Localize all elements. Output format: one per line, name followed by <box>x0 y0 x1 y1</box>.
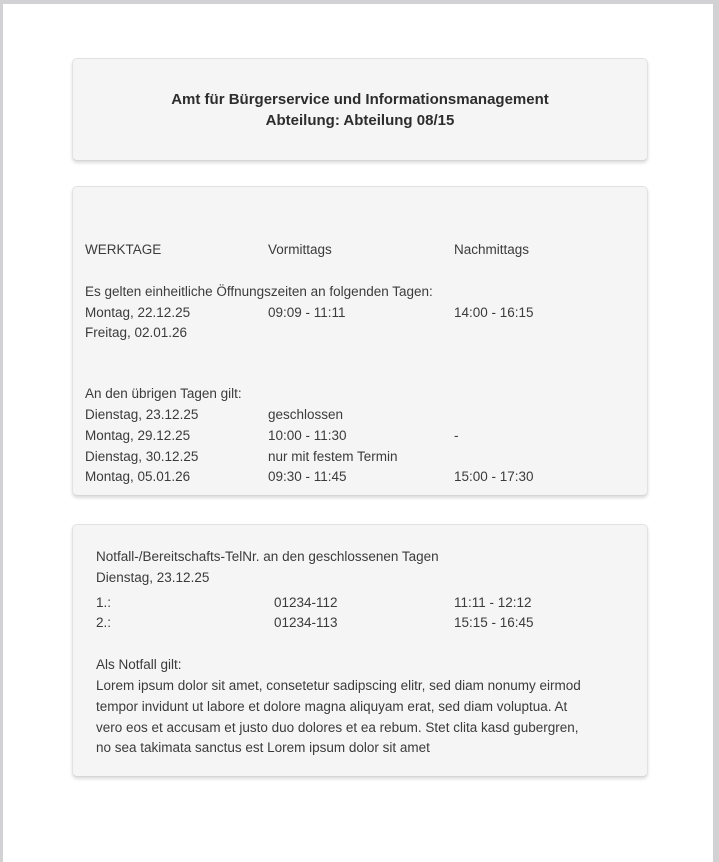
row-afternoon: 15:00 - 17:30 <box>454 469 534 485</box>
row-day: Freitag, 02.01.26 <box>85 325 188 341</box>
row-morning: 09:30 - 11:45 <box>268 469 347 485</box>
row-morning: 10:00 - 11:30 <box>268 427 347 443</box>
intro-text: Es gelten einheitliche Öffnungszeiten an folgenden Tagen: <box>85 283 433 299</box>
row-afternoon <box>454 323 635 344</box>
row-afternoon <box>454 405 635 426</box>
contact-label: 1.: <box>96 594 112 610</box>
row-afternoon <box>454 447 635 468</box>
intro-text: An den übrigen Tagen gilt: <box>85 386 242 402</box>
other-days-intro <box>85 384 635 405</box>
emergency-contact-card <box>72 524 648 777</box>
column-header-afternoon: Nachmittags <box>454 242 530 257</box>
row-morning: geschlossen <box>268 406 344 422</box>
column-header-day: WERKTAGE <box>85 242 162 257</box>
emergency-title: Notfall-/Bereitschafts-TelNr. an den geschlossenen Tagen <box>96 549 439 564</box>
table-row <box>85 303 635 324</box>
contact-time: 15:15 - 16:45 <box>454 615 534 631</box>
row-day: Montag, 22.12.25 <box>85 304 191 320</box>
table-row <box>85 405 635 426</box>
row-morning <box>268 323 454 344</box>
page-title <box>171 89 549 131</box>
row-morning: nur mit festem Termin <box>268 448 398 464</box>
contact-time: 11:11 - 12:12 <box>454 594 532 610</box>
contact-row <box>96 613 597 634</box>
row-afternoon: 14:00 - 16:15 <box>454 304 534 320</box>
table-row <box>85 323 635 344</box>
department-name: Abteilung: Abteilung 08/15 <box>265 111 455 129</box>
table-row <box>85 426 635 447</box>
row-day: Montag, 29.12.25 <box>85 427 191 443</box>
row-afternoon: - <box>454 427 459 443</box>
emergency-day: Dienstag, 23.12.25 <box>96 569 210 585</box>
table-row <box>85 467 635 488</box>
spacer <box>85 261 635 282</box>
row-day: Montag, 05.01.26 <box>85 469 191 485</box>
contact-row <box>96 593 597 614</box>
office-name: Amt für Bürgerservice und Informationsmanagement <box>171 90 549 108</box>
spacer <box>96 634 597 655</box>
notice-title: Als Notfall gilt: <box>96 657 182 673</box>
row-day: Dienstag, 30.12.25 <box>85 448 199 464</box>
spacer <box>85 344 635 384</box>
opening-hours-card <box>72 186 648 496</box>
table-row <box>85 447 635 468</box>
contact-phone: 01234-112 <box>274 594 338 610</box>
row-morning: 09:09 - 11:11 <box>268 304 346 320</box>
header-card <box>72 58 648 161</box>
uniform-hours-intro <box>85 282 635 303</box>
contact-phone: 01234-113 <box>274 615 338 631</box>
row-day: Dienstag, 23.12.25 <box>85 406 199 422</box>
notice-text: Lorem ipsum dolor sit amet, consetetur sadipscing elitr, sed diam nonumy eirmod tempor invidunt ut labore et dolore magna aliquyam erat, sed diam voluptua. At vero eos et accusam et justo duo dolores et ea rebum. Stet clita kasd gubergren, no sea takimata sanctus est Lorem ipsum dolor sit amet <box>96 677 581 756</box>
contact-label: 2.: <box>96 615 112 631</box>
schedule-header-row <box>85 240 635 261</box>
column-header-morning: Vormittags <box>268 242 332 257</box>
